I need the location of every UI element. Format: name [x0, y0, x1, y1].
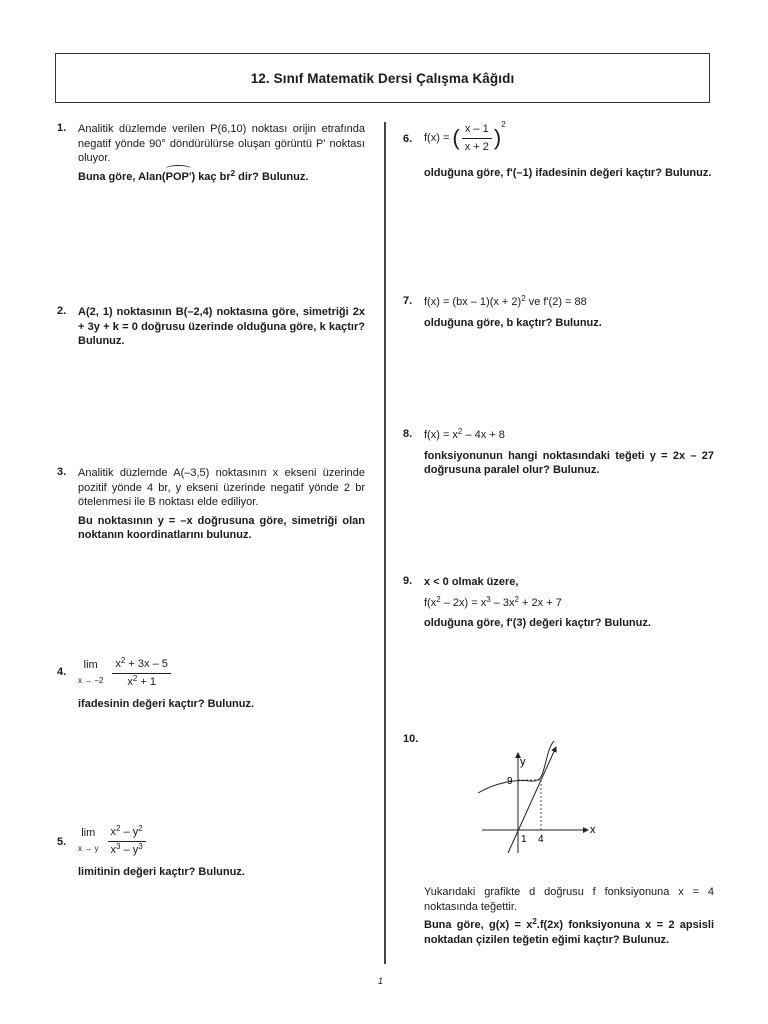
question-5 [78, 825, 365, 880]
denominator: $x^2 + 1$ [127, 673, 156, 688]
question-7 [424, 295, 714, 330]
fraction [112, 657, 170, 689]
exponent: 2 [501, 119, 506, 129]
question-number: 4. [57, 666, 67, 678]
tick-label-9: 9 [507, 776, 513, 787]
question-text: Analitik düzlemde verilen P(6,10) noktası orijin etrafında negatif yönde 90° döndürülürse oluşan görüntü P' noktası oluyor. [78, 123, 365, 164]
tick-label-1: 1 [521, 834, 527, 845]
denominator: $x^3 - y^3$ [110, 841, 143, 856]
question-ask: limitinin değeri kaçtır? Bulunuz. [78, 866, 245, 878]
question-ask: fonksiyonunun hangi noktasındaki teğeti y = 2x – 27 doğrusuna paralel olur? Bulunuz. [424, 449, 714, 476]
numerator: $x^2 + 3x - 5$ [112, 657, 170, 674]
ask-part: dir? Bulunuz. [235, 170, 309, 183]
denominator: x + 2 [464, 140, 489, 153]
numerator: $x^2 - y^2$ [108, 825, 146, 842]
question-number: 5. [57, 836, 67, 848]
limit-expression [78, 825, 365, 857]
question-text: Analitik düzlemde A(–3,5) noktasının x ekseni üzerinde pozitif yönde 4 br, y ekseni üzerinde negatif yönde 2 br ötelenmesi ile B noktası elde ediliyor. [78, 467, 365, 508]
function-definition: $f(x) = x^2 - 4x + 8$ [424, 427, 505, 441]
tangent-graph [470, 735, 620, 860]
condition: x < 0 olmak üzere, [424, 576, 519, 588]
arc-notation [166, 170, 192, 185]
header-box [55, 53, 710, 103]
fraction [108, 825, 146, 857]
limit-expression [78, 657, 365, 689]
question-4 [78, 657, 365, 712]
question-text: Yukarıdaki grafikte d doğrusu f fonksiyonuna x = 4 noktasında teğettir. [424, 886, 714, 913]
question-ask: olduğuna göre, f'(3) değeri kaçtır? Bulunuz. [424, 617, 651, 629]
tick-label-4: 4 [538, 834, 544, 845]
function-definition: $f(x^2 - 2x) = x^3 - 3x^2 + 2x + 7$ [424, 594, 562, 609]
question-ask [78, 170, 365, 185]
lim-label: lim [83, 658, 98, 671]
fraction [462, 122, 492, 154]
question-number: 3. [57, 466, 67, 478]
ask-part: ) kaç br [191, 170, 231, 183]
exponent: 2 [230, 168, 236, 178]
tangent-line [508, 747, 556, 853]
page-title: 12. Sınıf Matematik Dersi Çalışma Kâğıdı [250, 70, 515, 86]
lim-subscript: x → –2 [78, 676, 104, 685]
function-definition: $f(x) = (bx - 1)(x + 2)^2$ ve f'(2) = 88 [424, 294, 587, 308]
question-ask: olduğuna göre, f'(–1) ifadesinin değeri kaçtır? Bulunuz. [424, 167, 712, 179]
question-ask: ifadesinin değeri kaçtır? Bulunuz. [78, 698, 255, 710]
question-ask: Buna göre, $g(x) = x^2.f(2x)$ fonksiyonuna x = 2 apsisli noktadan çizilen teğetin eğimi kaçtır? Bulunuz. [424, 917, 714, 946]
question-number: 1. [57, 122, 67, 134]
question-number: 6. [403, 133, 413, 145]
function-definition: f(x) = ( $\frac{x - 1}{x + 2}$ )$^2$ [424, 119, 506, 153]
question-9 [424, 575, 714, 631]
question-number: 7. [403, 295, 413, 307]
arc-label: POP' [165, 170, 192, 183]
question-ask: olduğuna göre, b kaçtır? Bulunuz. [424, 316, 602, 329]
question-text: A(2, 1) noktasının B(–2,4) noktasına göre, simetriği 2x + 3y + k = 0 doğrusu üzerinde olduğuna göre, k kaçtır? Bulunuz. [78, 306, 365, 347]
question-1 [78, 122, 365, 184]
function-curve [478, 741, 554, 793]
y-axis-label: y [520, 756, 526, 768]
lim-subscript: x → y [78, 844, 99, 853]
lim-label: lim [81, 826, 96, 839]
lim-operator [78, 826, 98, 857]
question-3 [78, 466, 365, 543]
question-ask: Bu noktasının y = –x doğrusuna göre, simetriği olan noktanın koordinatlarını bulunuz. [78, 514, 365, 541]
question-number: 8. [403, 428, 413, 440]
question-8 [424, 428, 714, 478]
question-6 [424, 119, 714, 181]
question-number: 2. [57, 305, 67, 317]
ask-part: Buna göre, Alan( [78, 170, 166, 183]
question-10 [424, 885, 714, 947]
page-number: 1 [378, 976, 384, 986]
question-number: 9. [403, 575, 413, 587]
numerator: x – 1 [462, 122, 492, 139]
column-divider [384, 122, 386, 964]
question-number: 10. [403, 733, 419, 745]
x-axis-label: x [590, 824, 596, 836]
question-2 [78, 305, 365, 349]
lim-operator [78, 658, 103, 689]
